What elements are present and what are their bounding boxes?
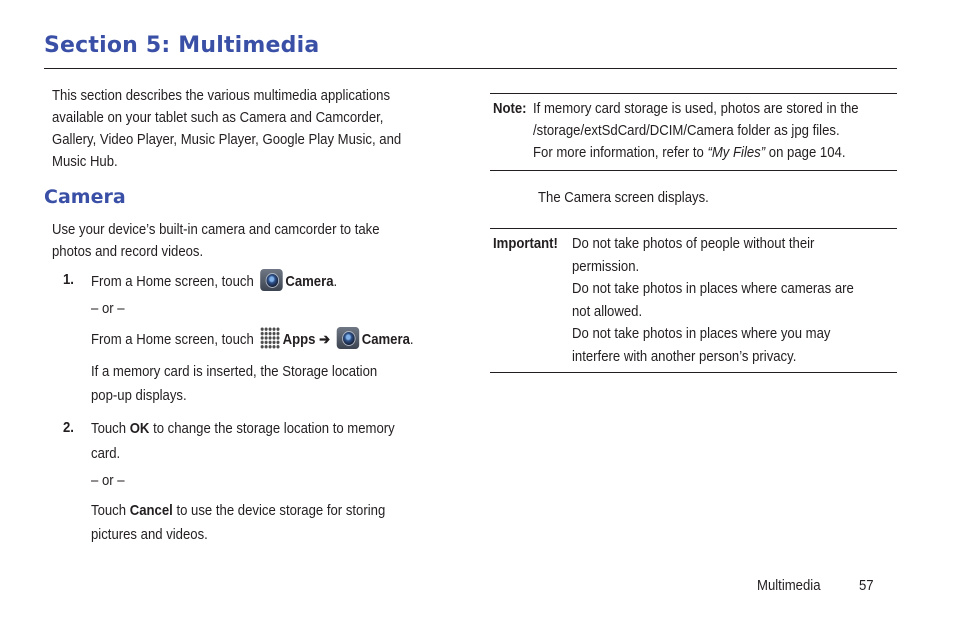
page-title: Section 5: Multimedia — [44, 33, 320, 58]
note-body — [533, 98, 859, 164]
camera-description — [52, 219, 380, 263]
camera-heading: Camera — [44, 186, 126, 208]
note-ref-prefix: For more information, refer to — [533, 145, 704, 161]
important-body — [572, 233, 854, 368]
important-line: interfere with another person’s privacy. — [572, 348, 797, 365]
important-top-rule — [490, 228, 897, 229]
step-2-instruction — [91, 417, 395, 467]
cancel-prefix: Touch — [91, 503, 127, 519]
or-separator: – or – — [91, 473, 125, 489]
cancel-rest: to use the device storage for storing — [176, 503, 386, 519]
note-top-rule — [490, 93, 897, 94]
step-1-alt-prefix: From a Home screen, touch — [91, 332, 254, 348]
step-2-line — [91, 417, 395, 442]
memory-line: pop-up displays. — [91, 388, 187, 404]
important-line: Do not take photos in places where you may — [572, 326, 831, 342]
memory-line: If a memory card is inserted, the Storage location — [91, 364, 378, 380]
important-line: Do not take photos of people without their — [572, 236, 815, 252]
step-1-prefix: From a Home screen, touch — [91, 274, 254, 290]
important-line: not allowed. — [572, 303, 643, 320]
important-line: Do not take photos in places where cameras are — [572, 281, 854, 297]
step-1-suffix: . — [333, 274, 338, 290]
important-line: permission. — [572, 258, 640, 275]
step-1-alternative — [91, 327, 414, 351]
camera-app-icon — [337, 327, 360, 349]
title-divider — [44, 68, 897, 69]
intro-paragraph — [52, 85, 401, 173]
important-label-text: Important! — [493, 236, 558, 252]
intro-line: available on your tablet such as Camera and Camcorder, — [52, 110, 384, 126]
step-1-camera-label: Camera — [285, 274, 334, 290]
step-2-number: 2. — [63, 420, 74, 436]
step-1-number: 1. — [63, 272, 74, 288]
note-ref-suffix: on page 104. — [768, 145, 846, 161]
important-label — [493, 233, 558, 255]
note-line: If memory card storage is used, photos are stored in the — [533, 101, 859, 117]
note-line — [533, 142, 859, 164]
intro-line: This section describes the various multimedia applications — [52, 88, 391, 104]
footer-page-number: 57 — [859, 578, 874, 594]
cancel-line — [91, 499, 385, 523]
step-1-alt-suffix: . — [409, 332, 414, 348]
cancel-label: Cancel — [129, 503, 173, 519]
step-2-rest: to change the storage location to memory — [153, 421, 395, 437]
cancel-line: pictures and videos. — [91, 527, 208, 543]
footer-section-name: Multimedia — [757, 578, 821, 594]
arrow-icon: ➔ — [319, 332, 331, 348]
step-2-line: card. — [91, 446, 121, 462]
step-2-prefix: Touch — [91, 421, 127, 437]
apps-grid-icon — [260, 327, 280, 349]
my-files-reference: “My Files” — [707, 145, 766, 161]
note-bottom-rule — [490, 170, 897, 171]
intro-line: Music Hub. — [52, 154, 118, 170]
memory-card-note — [91, 360, 377, 408]
note-line: /storage/extSdCard/DCIM/Camera folder as jpg files. — [533, 123, 840, 139]
intro-line: Gallery, Video Player, Music Player, Google Play Music, and — [52, 132, 402, 148]
note-label — [493, 98, 527, 120]
camera-screen-displays: The Camera screen displays. — [538, 190, 709, 206]
step-1-instruction — [91, 269, 337, 293]
camera-desc-line: Use your device’s built-in camera and camcorder to take — [52, 222, 380, 238]
camera-app-icon — [260, 269, 283, 291]
step-1-alt-camera-label: Camera — [361, 332, 410, 348]
important-bottom-rule — [490, 372, 897, 373]
ok-label: OK — [129, 421, 150, 437]
cancel-instruction — [91, 499, 385, 547]
apps-label: Apps — [282, 332, 316, 348]
camera-desc-line: photos and record videos. — [52, 244, 204, 260]
or-separator: – or – — [91, 301, 125, 317]
note-label-text: Note: — [493, 101, 527, 117]
